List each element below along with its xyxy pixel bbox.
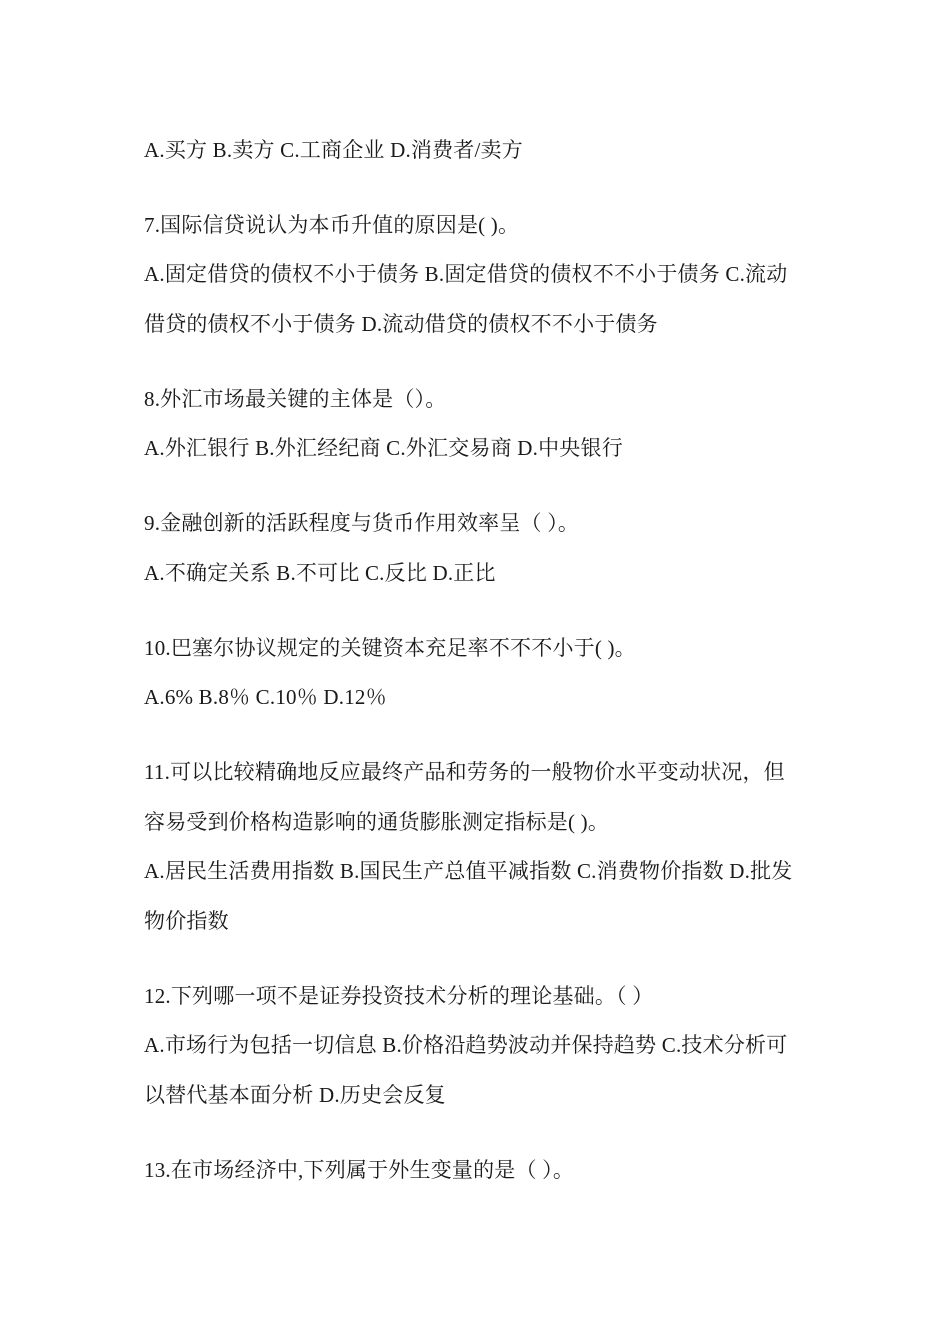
q9-stem: 9.金融创新的活跃程度与货币作用效率呈（ ）。 [144,511,580,535]
q6-options: A.买方 B.卖方 C.工商企业 D.消费者/卖方 [144,138,523,162]
q12-options-line1: A.市场行为包括一切信息 B.价格沿趋势波动并保持趋势 C.技术分析可 [144,1033,788,1057]
q8-options: A.外汇银行 B.外汇经纪商 C.外汇交易商 D.中央银行 [144,436,623,460]
q13-stem: 13.在市场经济中,下列属于外生变量的是（ ）。 [144,1158,575,1182]
q12-stem: 12.下列哪一项不是证券投资技术分析的理论基础。（ ） [144,984,654,1008]
q10-options: A.6% B.8％ C.10％ D.12％ [144,685,387,709]
q12-options-line2: 以替代基本面分析 D.历史会反复 [144,1083,446,1107]
q11-stem-line1: 11.可以比较精确地反应最终产品和劳务的一般物价水平变动状况，但 [144,760,785,784]
q7-options-line2: 借贷的债权不小于债务 D.流动借贷的债权不不小于债务 [144,312,658,336]
q7-options-line1: A.固定借贷的债权不小于债务 B.固定借贷的债权不不小于债务 C.流动 [144,262,788,286]
q8-stem: 8.外汇市场最关键的主体是（）。 [144,387,447,411]
q11-options-line2: 物价指数 [144,909,229,933]
q9-options: A.不确定关系 B.不可比 C.反比 D.正比 [144,561,496,585]
q10-stem: 10.巴塞尔协议规定的关键资本充足率不不不小于( )。 [144,636,636,660]
q11-stem-line2: 容易受到价格构造影响的通货膨胀测定指标是( )。 [144,810,610,834]
q11-options-line1: A.居民生活费用指数 B.国民生产总值平减指数 C.消费物价指数 D.批发 [144,859,793,883]
q7-stem: 7.国际信贷说认为本币升值的原因是( )。 [144,213,520,237]
